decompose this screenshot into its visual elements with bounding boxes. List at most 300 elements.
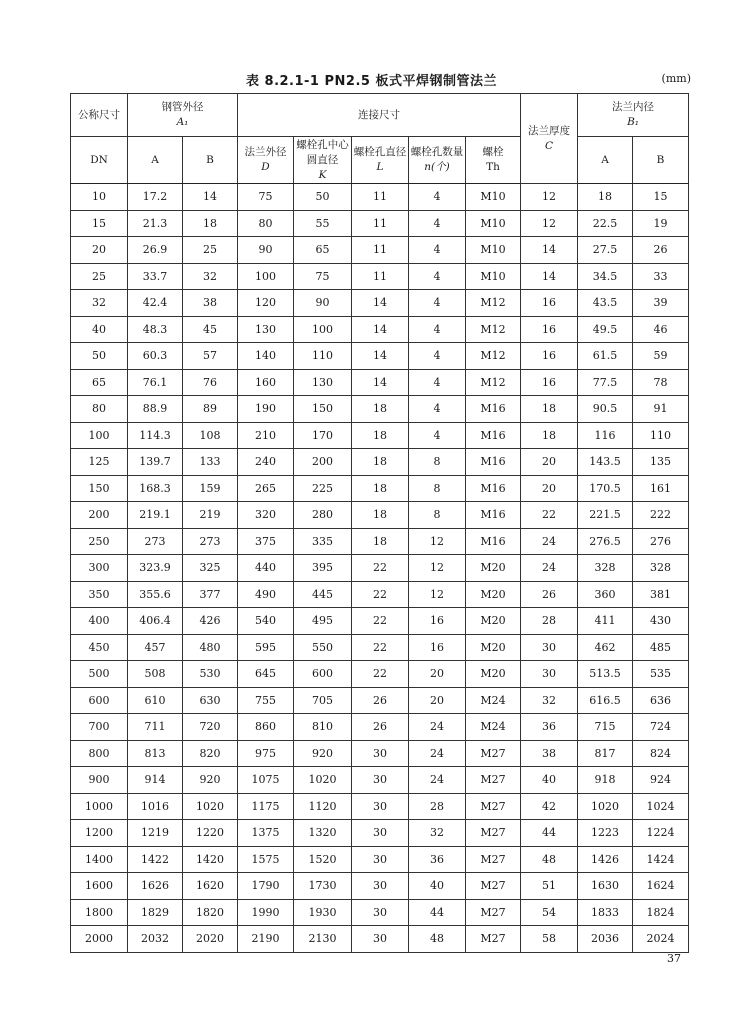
table-cell: 16 [521, 369, 578, 396]
table-cell: 15 [71, 210, 128, 237]
table-cell: M10 [466, 263, 521, 290]
table-cell: 108 [183, 422, 238, 449]
table-cell: 600 [294, 661, 352, 688]
header-bolt-count: 螺栓孔数量 n(个) [409, 137, 466, 184]
table-cell: 24 [521, 528, 578, 555]
table-cell: 495 [294, 608, 352, 635]
table-cell: M20 [466, 608, 521, 635]
table-cell: 1624 [633, 873, 689, 900]
header-connection: 连接尺寸 [238, 94, 521, 137]
table-cell: 1223 [578, 820, 633, 847]
table-cell: M16 [466, 528, 521, 555]
table-cell: 22 [352, 661, 409, 688]
table-cell: M16 [466, 396, 521, 423]
table-cell: 1990 [238, 899, 294, 926]
table-cell: M24 [466, 687, 521, 714]
table-cell: 1424 [633, 846, 689, 873]
table-cell: 10 [71, 184, 128, 211]
table-cell: 18 [352, 422, 409, 449]
table-cell: 150 [294, 396, 352, 423]
table-cell: 610 [128, 687, 183, 714]
table-cell: 440 [238, 555, 294, 582]
table-cell: 2020 [183, 926, 238, 953]
table-cell: 135 [633, 449, 689, 476]
table-cell: 26 [352, 687, 409, 714]
table-cell: 91 [633, 396, 689, 423]
table-cell: 1422 [128, 846, 183, 873]
table-cell: 813 [128, 740, 183, 767]
table-cell: 16 [521, 343, 578, 370]
table-cell: 700 [71, 714, 128, 741]
page-number: 37 [667, 952, 681, 965]
table-cell: 61.5 [578, 343, 633, 370]
table-cell: 1000 [71, 793, 128, 820]
table-cell: 323.9 [128, 555, 183, 582]
table-cell: 273 [128, 528, 183, 555]
table-cell: 17.2 [128, 184, 183, 211]
table-cell: 16 [409, 608, 466, 635]
table-cell: 43.5 [578, 290, 633, 317]
table-cell: 14 [521, 237, 578, 264]
table-cell: 143.5 [578, 449, 633, 476]
table-cell: M12 [466, 290, 521, 317]
table-cell: 90.5 [578, 396, 633, 423]
header-flange-od: 法兰外径 D [238, 137, 294, 184]
table-cell: 4 [409, 316, 466, 343]
table-cell: 12 [409, 581, 466, 608]
table-cell: 4 [409, 210, 466, 237]
header-pipe-od: 钢管外径 A₁ [128, 94, 238, 137]
table-cell: 1824 [633, 899, 689, 926]
table-cell: 276 [633, 528, 689, 555]
table-cell: 513.5 [578, 661, 633, 688]
table-row [71, 263, 689, 290]
table-cell: 32 [71, 290, 128, 317]
table-cell: 33 [633, 263, 689, 290]
header-bolt-circle: 螺栓孔中心圆直径 K [294, 137, 352, 184]
table-cell: 100 [238, 263, 294, 290]
table-cell: 168.3 [128, 475, 183, 502]
table-cell: 1375 [238, 820, 294, 847]
table-cell: M16 [466, 422, 521, 449]
table-cell: 810 [294, 714, 352, 741]
table-cell: 59 [633, 343, 689, 370]
table-cell: 44 [409, 899, 466, 926]
table-cell: 14 [521, 263, 578, 290]
table-cell: 55 [294, 210, 352, 237]
table-row [71, 767, 689, 794]
table-cell: 34.5 [578, 263, 633, 290]
table-cell: 89 [183, 396, 238, 423]
table-title: 表 8.2.1-1 PN2.5 板式平焊钢制管法兰 [246, 74, 497, 89]
table-cell: 42 [521, 793, 578, 820]
table-row [71, 210, 689, 237]
table-cell: 60.3 [128, 343, 183, 370]
table-cell: 33.7 [128, 263, 183, 290]
table-cell: 219 [183, 502, 238, 529]
table-cell: 130 [238, 316, 294, 343]
header-nominal-size: 公称尺寸 [71, 94, 128, 137]
table-cell: 375 [238, 528, 294, 555]
table-cell: 78 [633, 369, 689, 396]
table-cell: 16 [409, 634, 466, 661]
table-cell: 920 [294, 740, 352, 767]
table-cell: 1200 [71, 820, 128, 847]
table-cell: 161 [633, 475, 689, 502]
table-cell: 480 [183, 634, 238, 661]
table-cell: 18 [352, 528, 409, 555]
table-row [71, 634, 689, 661]
table-row [71, 555, 689, 582]
table-row [71, 820, 689, 847]
table-cell: 16 [521, 316, 578, 343]
table-cell: 24 [409, 767, 466, 794]
table-body [71, 184, 689, 953]
table-cell: M27 [466, 899, 521, 926]
table-cell: 26 [521, 581, 578, 608]
table-cell: 22 [521, 502, 578, 529]
table-cell: 30 [352, 846, 409, 873]
table-cell: 1790 [238, 873, 294, 900]
table-cell: 860 [238, 714, 294, 741]
table-cell: M27 [466, 846, 521, 873]
table-row [71, 661, 689, 688]
table-cell: 48 [409, 926, 466, 953]
table-cell: 1829 [128, 899, 183, 926]
table-cell: 11 [352, 263, 409, 290]
table-row [71, 926, 689, 953]
unit-label: (mm) [661, 72, 691, 85]
table-cell: 24 [409, 740, 466, 767]
table-cell: 2032 [128, 926, 183, 953]
table-cell: 49.5 [578, 316, 633, 343]
table-cell: 1075 [238, 767, 294, 794]
table-cell: 975 [238, 740, 294, 767]
table-cell: 130 [294, 369, 352, 396]
table-cell: 75 [238, 184, 294, 211]
table-cell: 25 [71, 263, 128, 290]
table-cell: 381 [633, 581, 689, 608]
table-cell: 14 [352, 316, 409, 343]
table-cell: M20 [466, 661, 521, 688]
table-row [71, 846, 689, 873]
table-cell: 824 [633, 740, 689, 767]
table-cell: 19 [633, 210, 689, 237]
table-cell: 32 [409, 820, 466, 847]
table-cell: 24 [521, 555, 578, 582]
header-bolt: 螺栓 Th [466, 137, 521, 184]
table-cell: 20 [409, 687, 466, 714]
table-cell: 54 [521, 899, 578, 926]
table-cell: 462 [578, 634, 633, 661]
table-cell: 1020 [294, 767, 352, 794]
table-cell: 1020 [578, 793, 633, 820]
table-cell: 200 [71, 502, 128, 529]
table-cell: 1320 [294, 820, 352, 847]
table-cell: 24 [409, 714, 466, 741]
table-cell: 630 [183, 687, 238, 714]
table-cell: 406.4 [128, 608, 183, 635]
table-cell: 328 [633, 555, 689, 582]
table-cell: 26 [633, 237, 689, 264]
table-cell: 595 [238, 634, 294, 661]
table-row [71, 290, 689, 317]
table-cell: 30 [521, 661, 578, 688]
table-cell: 170 [294, 422, 352, 449]
table-cell: 1400 [71, 846, 128, 873]
table-cell: 820 [183, 740, 238, 767]
table-cell: 1224 [633, 820, 689, 847]
table-cell: 159 [183, 475, 238, 502]
header-dn: DN [71, 137, 128, 184]
table-cell: 1930 [294, 899, 352, 926]
table-cell: 411 [578, 608, 633, 635]
table-cell: 15 [633, 184, 689, 211]
table-cell: 14 [352, 290, 409, 317]
table-cell: 20 [71, 237, 128, 264]
table-row [71, 873, 689, 900]
table-row [71, 899, 689, 926]
table-cell: 30 [521, 634, 578, 661]
table-cell: 22 [352, 555, 409, 582]
table-row [71, 475, 689, 502]
table-cell: 65 [294, 237, 352, 264]
table-cell: 110 [633, 422, 689, 449]
table-cell: 325 [183, 555, 238, 582]
table-cell: 18 [183, 210, 238, 237]
table-cell: M27 [466, 740, 521, 767]
table-cell: 100 [71, 422, 128, 449]
header-bolt-hole: 螺栓孔直径 L [352, 137, 409, 184]
table-cell: 11 [352, 237, 409, 264]
table-cell: 1575 [238, 846, 294, 873]
table-cell: 1426 [578, 846, 633, 873]
table-cell: 14 [183, 184, 238, 211]
table-cell: M16 [466, 502, 521, 529]
table-cell: 280 [294, 502, 352, 529]
table-cell: 715 [578, 714, 633, 741]
table-cell: 30 [352, 899, 409, 926]
table-cell: 4 [409, 396, 466, 423]
table-cell: 535 [633, 661, 689, 688]
table-cell: 150 [71, 475, 128, 502]
header-flange-id-b: B [633, 137, 689, 184]
table-cell: M16 [466, 449, 521, 476]
table-cell: 450 [71, 634, 128, 661]
table-cell: 724 [633, 714, 689, 741]
table-cell: 139.7 [128, 449, 183, 476]
table-cell: 8 [409, 475, 466, 502]
table-cell: M10 [466, 237, 521, 264]
table-cell: 28 [521, 608, 578, 635]
table-cell: 39 [633, 290, 689, 317]
table-cell: 4 [409, 422, 466, 449]
table-row [71, 502, 689, 529]
table-cell: 485 [633, 634, 689, 661]
table-cell: 1626 [128, 873, 183, 900]
table-cell: 48 [521, 846, 578, 873]
table-cell: 1600 [71, 873, 128, 900]
table-cell: 18 [352, 502, 409, 529]
table-cell: 170.5 [578, 475, 633, 502]
table-cell: 457 [128, 634, 183, 661]
table-cell: M20 [466, 634, 521, 661]
table-cell: 4 [409, 263, 466, 290]
table-cell: 20 [409, 661, 466, 688]
table-cell: 1024 [633, 793, 689, 820]
table-cell: M27 [466, 873, 521, 900]
table-cell: 12 [409, 528, 466, 555]
table-cell: 210 [238, 422, 294, 449]
table-cell: 18 [352, 475, 409, 502]
table-cell: 18 [578, 184, 633, 211]
table-row [71, 343, 689, 370]
table-cell: 924 [633, 767, 689, 794]
table-cell: 1020 [183, 793, 238, 820]
table-cell: 116 [578, 422, 633, 449]
table-cell: 1120 [294, 793, 352, 820]
table-cell: 40 [521, 767, 578, 794]
table-row [71, 184, 689, 211]
table-cell: 12 [409, 555, 466, 582]
table-cell: 2024 [633, 926, 689, 953]
header-pipe-od-a: A [128, 137, 183, 184]
table-cell: 80 [238, 210, 294, 237]
table-cell: 133 [183, 449, 238, 476]
table-cell: M10 [466, 184, 521, 211]
table-cell: 360 [578, 581, 633, 608]
table-cell: 51 [521, 873, 578, 900]
table-cell: 636 [633, 687, 689, 714]
table-cell: 48.3 [128, 316, 183, 343]
table-cell: 11 [352, 184, 409, 211]
table-cell: 12 [521, 184, 578, 211]
table-cell: 550 [294, 634, 352, 661]
table-cell: 36 [521, 714, 578, 741]
table-cell: 120 [238, 290, 294, 317]
table-cell: 114.3 [128, 422, 183, 449]
table-cell: 1220 [183, 820, 238, 847]
table-cell: 273 [183, 528, 238, 555]
table-cell: 20 [521, 475, 578, 502]
table-cell: 22 [352, 608, 409, 635]
table-cell: 250 [71, 528, 128, 555]
table-row [71, 316, 689, 343]
table-cell: 1820 [183, 899, 238, 926]
table-cell: 400 [71, 608, 128, 635]
table-cell: 76 [183, 369, 238, 396]
table-cell: 222 [633, 502, 689, 529]
table-cell: 190 [238, 396, 294, 423]
table-cell: 705 [294, 687, 352, 714]
table-cell: 58 [521, 926, 578, 953]
table-cell: 4 [409, 369, 466, 396]
table-row [71, 422, 689, 449]
table-cell: 320 [238, 502, 294, 529]
table-row [71, 237, 689, 264]
table-cell: 27.5 [578, 237, 633, 264]
table-cell: 77.5 [578, 369, 633, 396]
table-row [71, 793, 689, 820]
table-cell: 18 [521, 422, 578, 449]
table-cell: 11 [352, 210, 409, 237]
header-flange-id: 法兰内径 B₁ [578, 94, 689, 137]
table-cell: M27 [466, 767, 521, 794]
header-flange-id-a: A [578, 137, 633, 184]
table-cell: 914 [128, 767, 183, 794]
table-cell: 276.5 [578, 528, 633, 555]
table-cell: 1620 [183, 873, 238, 900]
table-cell: 22 [352, 581, 409, 608]
flange-dimension-table [70, 93, 689, 953]
table-cell: 57 [183, 343, 238, 370]
table-cell: 221.5 [578, 502, 633, 529]
table-cell: 4 [409, 343, 466, 370]
table-cell: 18 [352, 396, 409, 423]
table-cell: 1833 [578, 899, 633, 926]
table-cell: M12 [466, 343, 521, 370]
table-cell: 125 [71, 449, 128, 476]
table-cell: 225 [294, 475, 352, 502]
table-cell: 219.1 [128, 502, 183, 529]
table-cell: 16 [521, 290, 578, 317]
table-cell: 530 [183, 661, 238, 688]
table-cell: 300 [71, 555, 128, 582]
table-row [71, 740, 689, 767]
table-cell: 2000 [71, 926, 128, 953]
table-cell: 817 [578, 740, 633, 767]
table-row [71, 687, 689, 714]
table-cell: 240 [238, 449, 294, 476]
table-cell: 38 [521, 740, 578, 767]
table-cell: 2190 [238, 926, 294, 953]
table-cell: M12 [466, 316, 521, 343]
table-cell: 40 [71, 316, 128, 343]
table-cell: 30 [352, 820, 409, 847]
table-cell: 90 [294, 290, 352, 317]
table-cell: 22 [352, 634, 409, 661]
table-row [71, 528, 689, 555]
table-cell: 4 [409, 237, 466, 264]
table-cell: 38 [183, 290, 238, 317]
table-cell: 920 [183, 767, 238, 794]
table-cell: 8 [409, 449, 466, 476]
table-cell: 50 [294, 184, 352, 211]
table-cell: M20 [466, 555, 521, 582]
table-cell: 30 [352, 926, 409, 953]
table-cell: 720 [183, 714, 238, 741]
table-cell: 21.3 [128, 210, 183, 237]
table-cell: M27 [466, 926, 521, 953]
table-cell: 25 [183, 237, 238, 264]
table-cell: 40 [409, 873, 466, 900]
table-cell: 1420 [183, 846, 238, 873]
table-cell: 1520 [294, 846, 352, 873]
table-cell: 160 [238, 369, 294, 396]
table-cell: 4 [409, 184, 466, 211]
table-cell: M16 [466, 475, 521, 502]
table-cell: 335 [294, 528, 352, 555]
table-row [71, 608, 689, 635]
table-cell: 90 [238, 237, 294, 264]
table-cell: 50 [71, 343, 128, 370]
table-row [71, 369, 689, 396]
table-cell: 28 [409, 793, 466, 820]
table-cell: 645 [238, 661, 294, 688]
table-cell: 755 [238, 687, 294, 714]
table-cell: 110 [294, 343, 352, 370]
table-cell: 395 [294, 555, 352, 582]
